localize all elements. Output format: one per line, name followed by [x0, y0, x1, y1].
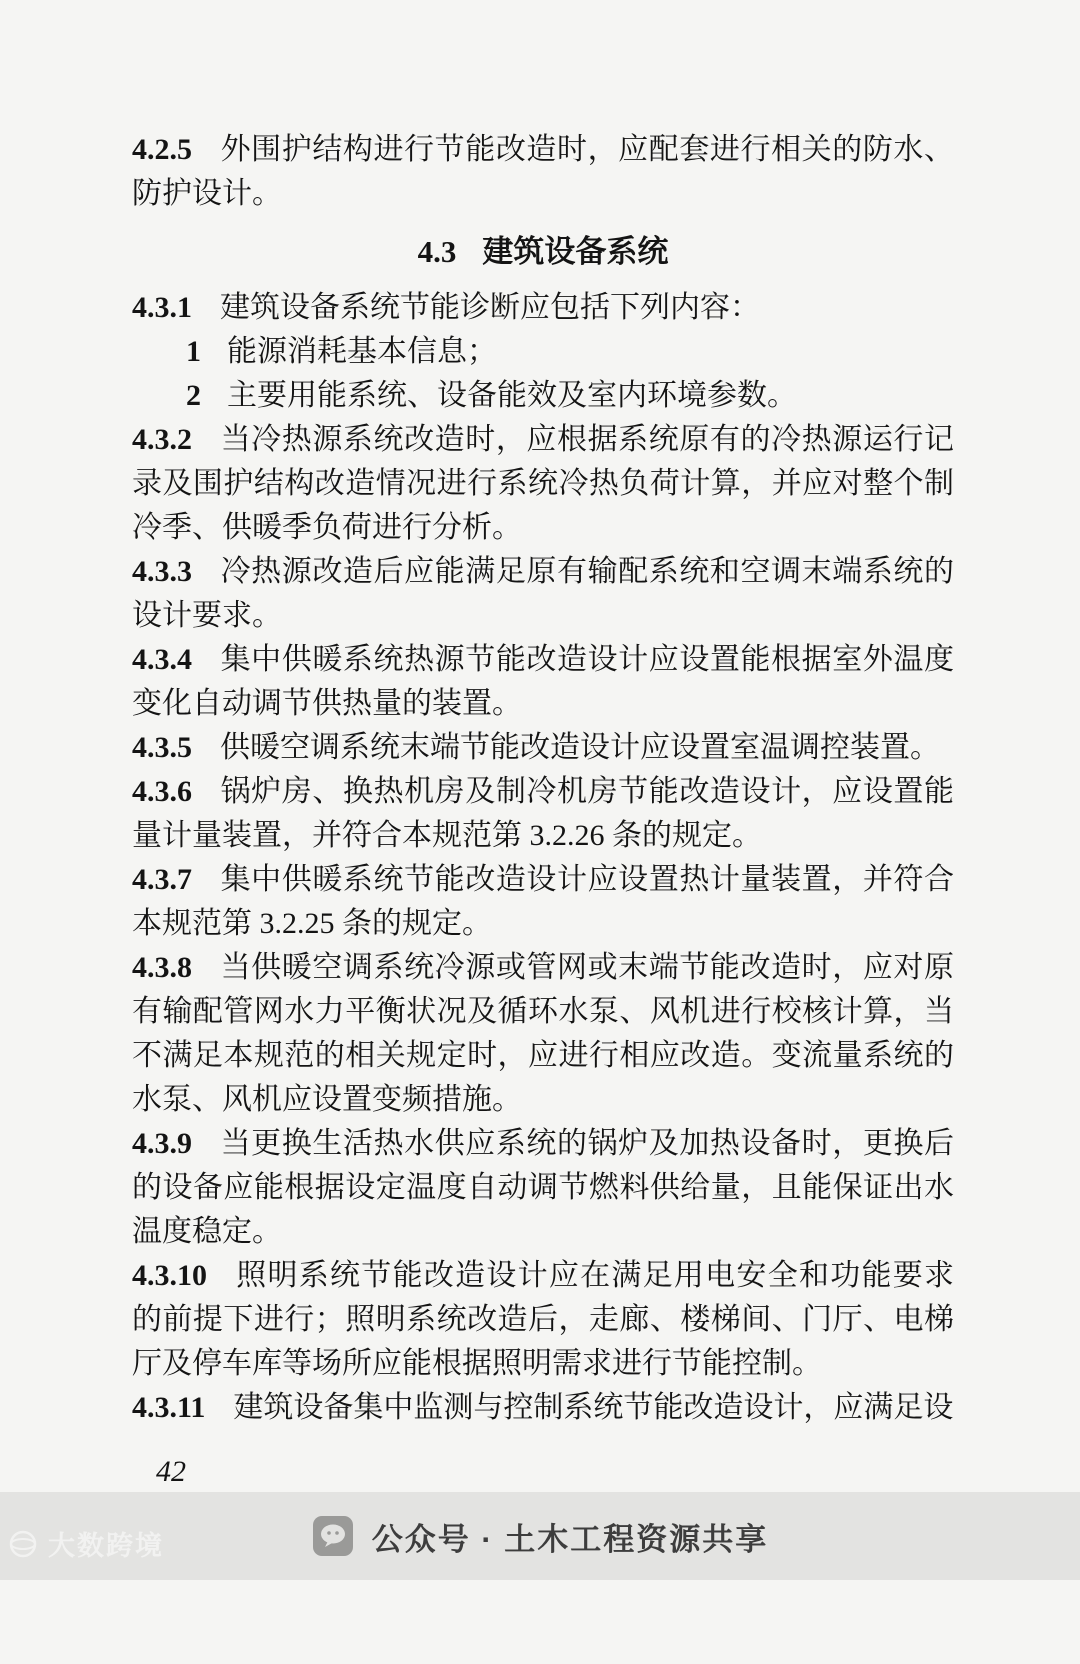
clause-text: 建筑设备系统节能诊断应包括下列内容： [220, 291, 760, 324]
clause-number: 4.2.5 [132, 133, 192, 166]
site-watermark [6, 1524, 164, 1563]
clause-number: 4.3.6 [132, 775, 192, 808]
list-item-1 [132, 330, 954, 374]
clause-text: 外围护结构进行节能改造时，应配套进行相关的防水、防护设计。 [132, 133, 954, 210]
section-heading [132, 230, 954, 274]
list-item-text: 主要用能系统、设备能效及室内环境参数。 [227, 379, 797, 412]
clause-text: 照明系统节能改造设计应在满足用电安全和功能要求的前提下进行；照明系统改造后，走廊、楼梯间、门厅、电梯厅及停车库等场所应能根据照明需求进行节能控制。 [132, 1259, 954, 1380]
clause-4-3-9 [132, 1122, 954, 1254]
clause-text: 建筑设备集中监测与控制系统节能改造设计，应满足设 [233, 1391, 954, 1424]
clause-text: 冷热源改造后应能满足原有输配系统和空调末端系统的设计要求。 [132, 555, 954, 632]
clause-4-3-10 [132, 1254, 954, 1386]
section-number: 4.3 [417, 234, 457, 269]
watermark-label: 大数跨境 [48, 1531, 164, 1561]
clause-number: 4.3.9 [132, 1127, 192, 1160]
clause-number: 4.3.2 [132, 423, 192, 456]
clause-text: 集中供暖系统节能改造设计应设置热计量装置，并符合本规范第 3.2.25 条的规定。 [132, 863, 954, 940]
list-item-2 [132, 374, 954, 418]
clause-number: 4.3.1 [132, 291, 192, 324]
clause-number: 4.3.4 [132, 643, 192, 676]
clause-text: 当冷热源系统改造时，应根据系统原有的冷热源运行记录及围护结构改造情况进行系统冷热负荷计算，并应对整个制冷季、供暖季负荷进行分析。 [132, 423, 954, 544]
clause-number: 4.3.7 [132, 863, 192, 896]
list-item-number: 1 [186, 335, 201, 368]
list-item-text: 能源消耗基本信息； [227, 335, 497, 368]
page-number: 42 [156, 1455, 186, 1488]
clause-text: 供暖空调系统末端节能改造设计应设置室温调控装置。 [220, 731, 940, 764]
clause-text: 当更换生活热水供应系统的锅炉及加热设备时，更换后的设备应能根据设定温度自动调节燃料供给量，且能保证出水温度稳定。 [132, 1127, 954, 1248]
clause-4-3-7 [132, 858, 954, 946]
clause-4-3-5 [132, 726, 954, 770]
wechat-caption-text: 公众号 · 土木工程资源共享 [371, 1521, 769, 1557]
clause-4-3-4 [132, 638, 954, 726]
clause-text: 当供暖空调系统冷源或管网或末端节能改造时，应对原有输配管网水力平衡状况及循环水泵、风机进行校核计算，当不满足本规范的相关规定时，应进行相应改造。变流量系统的水泵、风机应设置变频措施。 [132, 951, 954, 1116]
wechat-icon [312, 1515, 354, 1557]
clause-number: 4.3.10 [132, 1259, 207, 1292]
clause-text: 集中供暖系统热源节能改造设计应设置能根据室外温度变化自动调节供热量的装置。 [132, 643, 954, 720]
clause-4-3-3 [132, 550, 954, 638]
clause-number: 4.3.11 [132, 1391, 206, 1424]
clause-4-3-1 [132, 286, 954, 330]
list-item-number: 2 [186, 379, 201, 412]
clause-4-2-5 [132, 128, 954, 216]
clause-number: 4.3.3 [132, 555, 192, 588]
clause-4-3-2 [132, 418, 954, 550]
clause-number: 4.3.8 [132, 951, 192, 984]
clause-4-3-11 [132, 1386, 954, 1430]
globe-icon [6, 1527, 40, 1561]
clause-4-3-8 [132, 946, 954, 1122]
clause-text: 锅炉房、换热机房及制冷机房节能改造设计，应设置能量计量装置，并符合本规范第 3.2.26 条的规定。 [132, 775, 954, 852]
section-title: 建筑设备系统 [482, 234, 669, 269]
clause-4-3-6 [132, 770, 954, 858]
clause-number: 4.3.5 [132, 731, 192, 764]
